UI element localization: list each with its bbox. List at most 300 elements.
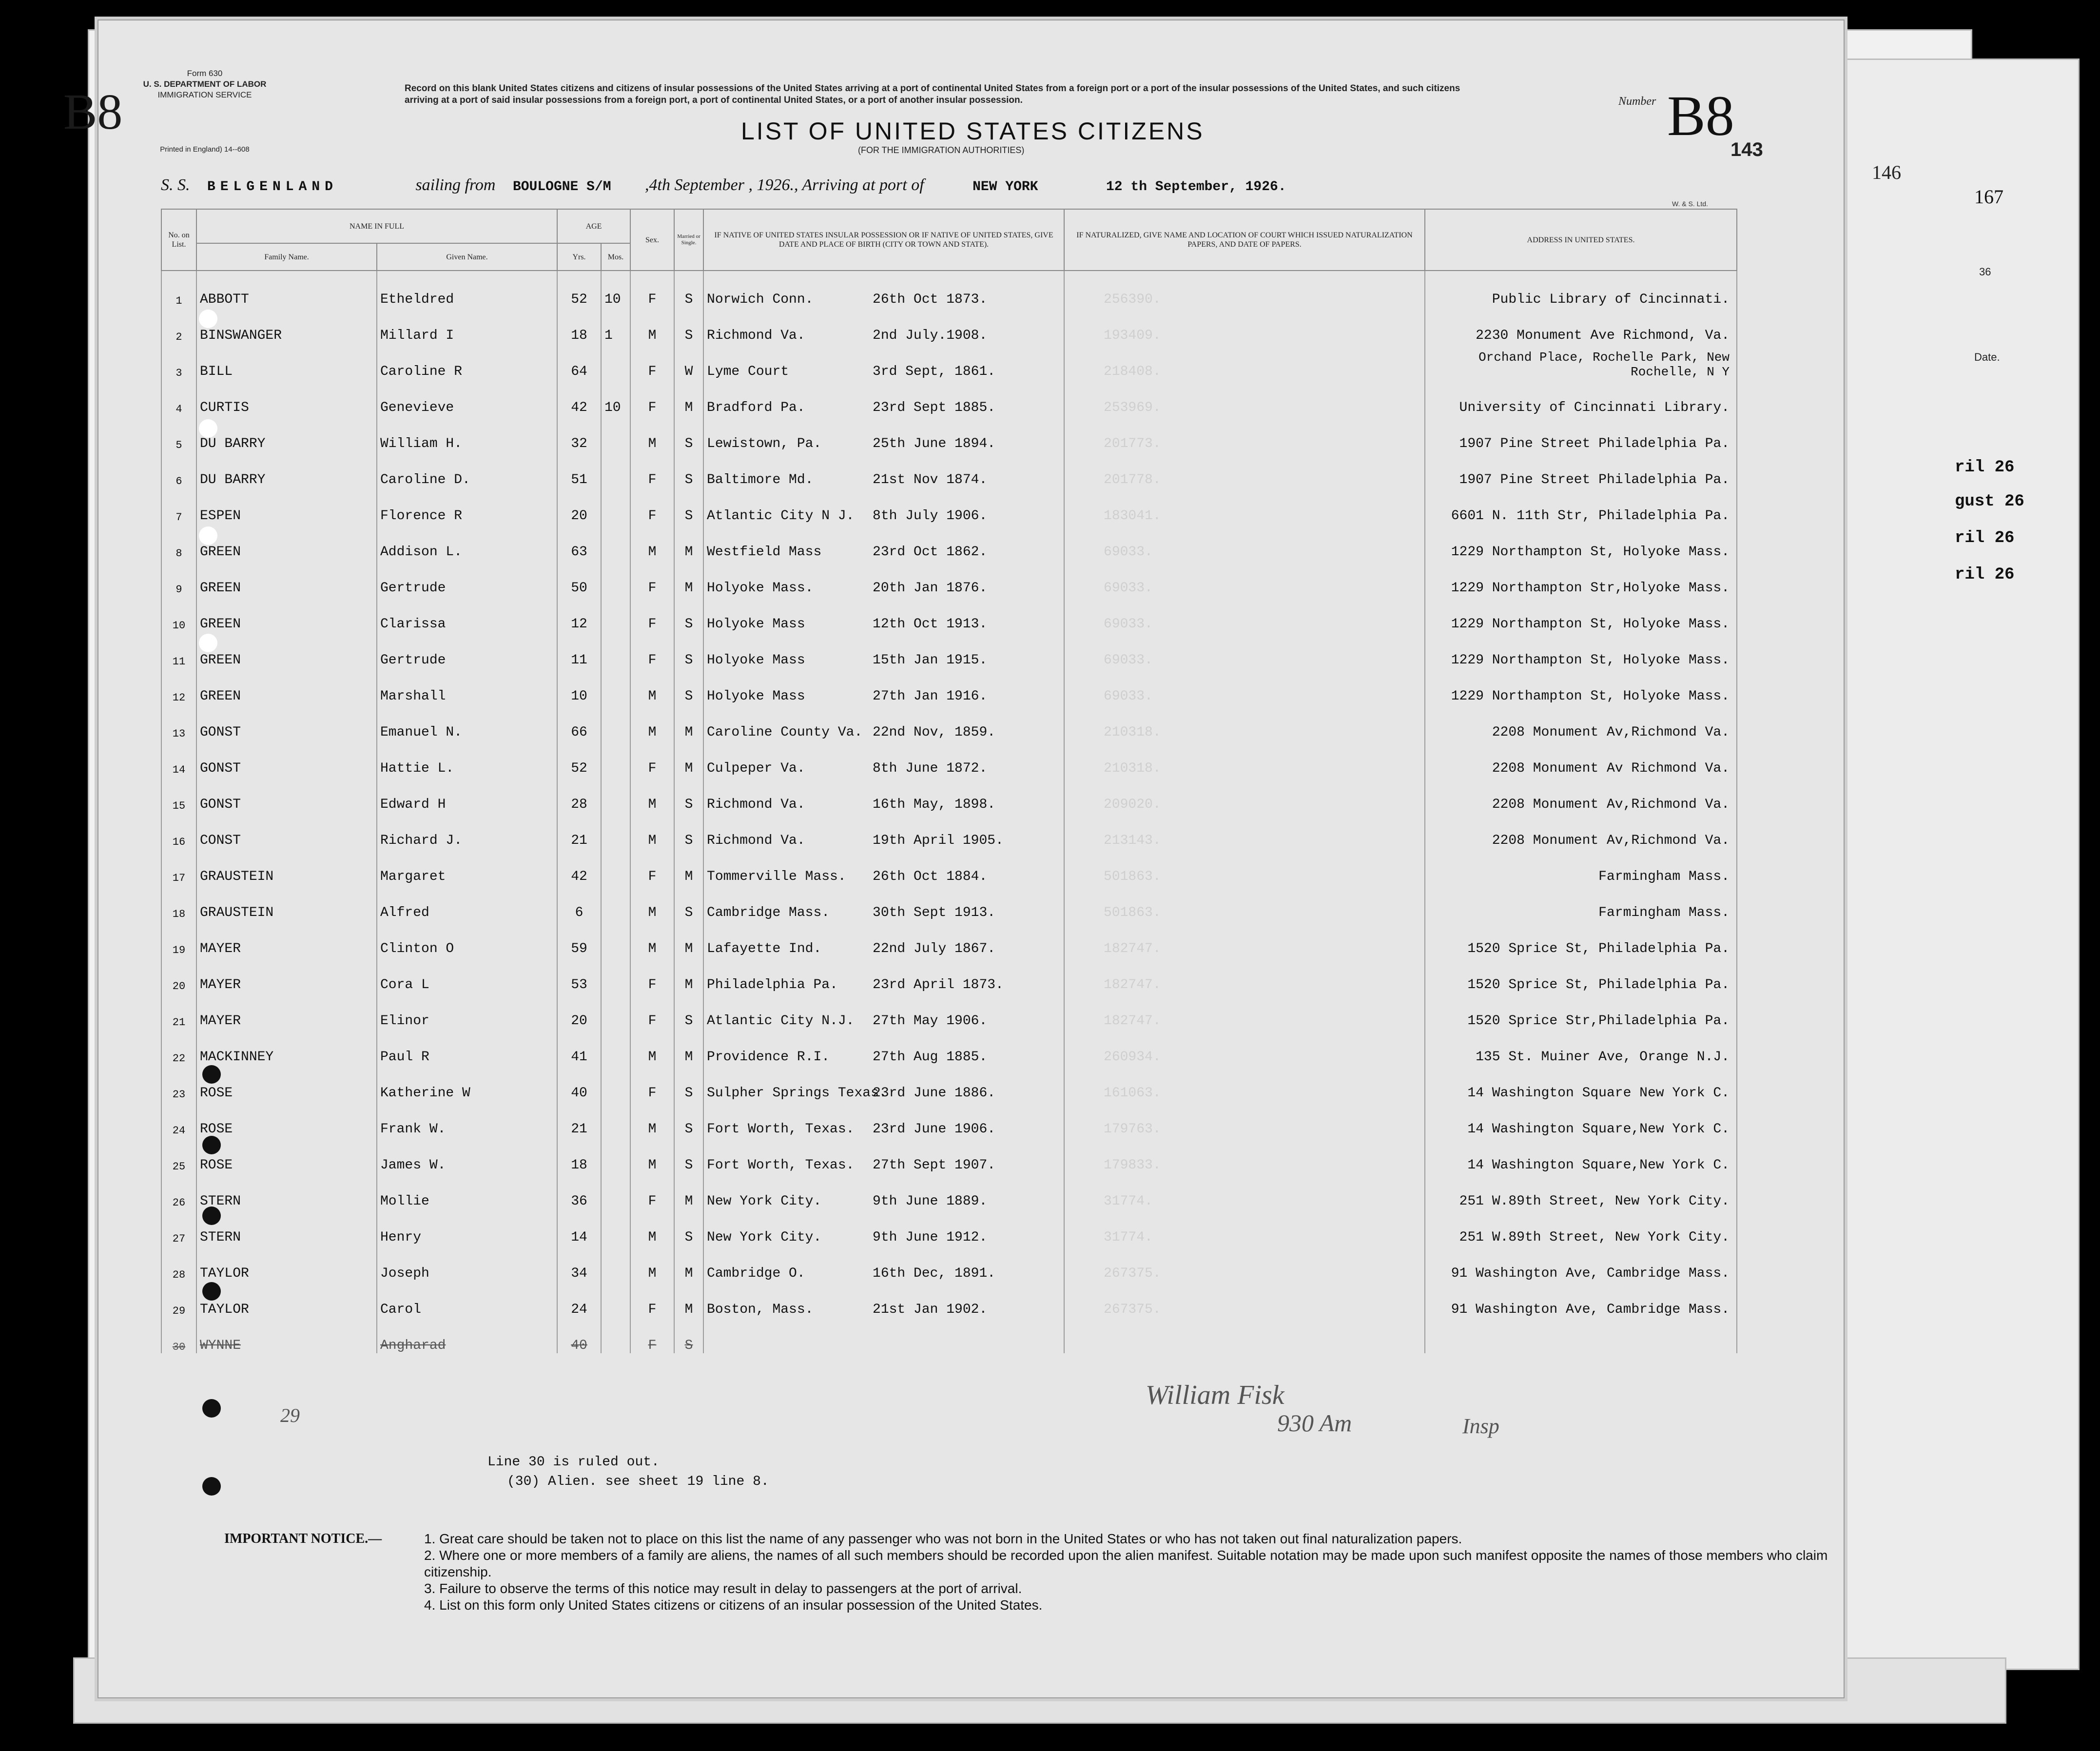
age-years: 52 [557,271,601,307]
family-name: MAYER [196,992,377,1029]
row-number: 26 [161,1173,196,1209]
given-name: James W. [377,1137,557,1173]
sex: M [630,415,674,451]
age-months [601,704,630,740]
sex: M [630,884,674,920]
birthplace: Richmond Va. [707,833,805,848]
row-number: 13 [161,704,196,740]
us-address: 1907 Pine Street Philadelphia Pa. [1425,451,1737,487]
birth-info [703,1209,1064,1245]
handwritten-reference: B8 [63,84,123,140]
note-line-30: Line 30 is ruled out. [487,1455,660,1470]
handwritten-page-mark: 29 [280,1404,300,1426]
side-entry: ril 26 [1955,458,2015,477]
birthplace: Westfield Mass [707,545,822,560]
row-number: 30 [161,1317,196,1353]
birth-info [703,956,1064,992]
marital-status: M [674,1281,703,1317]
age-months [601,848,630,884]
service-name: IMMIGRATION SERVICE [157,90,252,99]
row-number: 10 [161,596,196,632]
arrival-port: NEW YORK [972,179,1038,195]
naturalization-number: 501863. [1064,884,1425,920]
sex: F [630,343,674,379]
birthplace: Cambridge O. [707,1266,805,1281]
us-address: University of Cincinnati Library. [1425,379,1737,415]
birth-info [703,740,1064,776]
handwritten-insp: Insp [1462,1414,1499,1438]
birthplace: Fort Worth, Texas. [707,1122,855,1137]
naturalization-number: 161063. [1064,1065,1425,1101]
naturalization-number: 209020. [1064,776,1425,812]
marital-status: M [674,1245,703,1281]
sex: M [630,704,674,740]
family-name: BINSWANGER [196,307,377,343]
marital-status: S [674,487,703,524]
marital-status: S [674,884,703,920]
row-number: 15 [161,776,196,812]
birthplace: Atlantic City N J. [707,508,855,524]
family-name: ESPEN [196,487,377,524]
naturalization-number: 69033. [1064,596,1425,632]
age-years: 18 [557,307,601,343]
age-months [601,415,630,451]
birth-info [703,1281,1064,1317]
ss-label: S. S. [161,176,190,194]
birthdate: 27th Sept 1907. [873,1158,996,1173]
us-address: 1520 Sprice St, Philadelphia Pa. [1425,956,1737,992]
family-name: GREEN [196,632,377,668]
us-address: 135 St. Muiner Ave, Orange N.J. [1425,1029,1737,1065]
given-name: Elinor [377,992,557,1029]
sex: M [630,812,674,848]
age-years: 20 [557,992,601,1029]
marital-status: S [674,632,703,668]
sex: M [630,1137,674,1173]
birth-info [703,1029,1064,1065]
row-number: 19 [161,920,196,956]
printer-mark: W. & S. Ltd. [1672,200,1708,208]
us-address: 2208 Monument Av Richmond Va. [1425,740,1737,776]
age-months [601,1317,630,1353]
naturalization-number: 267375. [1064,1245,1425,1281]
passenger-row [161,1317,1737,1353]
birthdate: 25th June 1894. [873,436,996,451]
marital-status: S [674,415,703,451]
sex: F [630,740,674,776]
naturalization-number: 253969. [1064,379,1425,415]
age-years: 24 [557,1281,601,1317]
age-years: 28 [557,776,601,812]
us-address: 6601 N. 11th Str, Philadelphia Pa. [1425,487,1737,524]
us-address: 1229 Northampton St, Holyoke Mass. [1425,596,1737,632]
birthplace: New York City. [707,1194,822,1209]
marital-status: S [674,271,703,307]
marital-status: S [674,307,703,343]
birth-info [703,1101,1064,1137]
us-address: 1520 Sprice Str,Philadelphia Pa. [1425,992,1737,1029]
birthplace: Holyoke Mass. [707,581,814,596]
us-address: 14 Washington Square New York C. [1425,1065,1737,1101]
departure-port: BOULOGNE S/M [512,179,611,195]
age-months [601,992,630,1029]
us-address: 251 W.89th Street, New York City. [1425,1209,1737,1245]
given-name: Katherine W [377,1065,557,1101]
naturalization-number: 260934. [1064,1029,1425,1065]
age-years: 40 [557,1065,601,1101]
birthplace: Atlantic City N.J. [707,1013,855,1029]
passenger-row [161,848,1737,884]
family-name: GONST [196,740,377,776]
family-name: GRAUSTEIN [196,848,377,884]
col-header-family: Family Name. [196,243,377,271]
sex: F [630,596,674,632]
row-number: 27 [161,1209,196,1245]
marital-status: S [674,1209,703,1245]
us-address: 1520 Sprice St, Philadelphia Pa. [1425,920,1737,956]
birthdate: 30th Sept 1913. [873,905,996,920]
birth-info [703,307,1064,343]
given-name: Emanuel N. [377,704,557,740]
age-years: 66 [557,704,601,740]
family-name: GONST [196,704,377,740]
naturalization-number: 267375. [1064,1281,1425,1317]
row-number: 1 [161,271,196,307]
col-header-birth: IF NATIVE OF UNITED STATES INSULAR POSSESSION OR IF NATIVE OF UNITED STATES, GIVE DATE AND PLACE OF BIRTH (CITY OR TOWN AND STATE). [703,209,1064,271]
birthdate: 21st Jan 1902. [873,1302,988,1317]
birthdate: 3rd Sept, 1861. [873,364,996,379]
number-label: Number [1618,95,1656,108]
given-name: Hattie L. [377,740,557,776]
birth-info [703,632,1064,668]
birthdate: 12th Oct 1913. [873,617,988,632]
passenger-row [161,632,1737,668]
side-sheet-col-36: 36 [1979,266,1991,278]
side-entry: gust 26 [1955,492,2024,511]
family-name: TAYLOR [196,1245,377,1281]
passenger-row [161,1245,1737,1281]
form-number: Form 630 [187,69,223,78]
side-sheet-page-146: 146 [1872,161,1901,183]
age-years: 11 [557,632,601,668]
marital-status: S [674,1065,703,1101]
sex: M [630,1245,674,1281]
birthplace: Holyoke Mass [707,617,805,632]
us-address: 1229 Northampton St, Holyoke Mass. [1425,632,1737,668]
marital-status: S [674,1137,703,1173]
given-name: Addison L. [377,524,557,560]
passenger-row [161,487,1737,524]
given-name: Gertrude [377,632,557,668]
sheet-number: B8 [1667,84,1734,148]
age-months [601,776,630,812]
given-name: Millard I [377,307,557,343]
row-number: 14 [161,740,196,776]
family-name: GONST [196,776,377,812]
age-years: 14 [557,1209,601,1245]
given-name: Cora L [377,956,557,992]
birthplace: Boston, Mass. [707,1302,814,1317]
given-name: Gertrude [377,560,557,596]
naturalization-number: 193409. [1064,307,1425,343]
age-years: 53 [557,956,601,992]
family-name: CURTIS [196,379,377,415]
row-number: 9 [161,560,196,596]
us-address: 1229 Northampton St, Holyoke Mass. [1425,668,1737,704]
row-number: 8 [161,524,196,560]
birth-info [703,487,1064,524]
birthplace: Holyoke Mass [707,653,805,668]
marital-status: M [674,956,703,992]
sheet-subnumber: 143 [1731,139,1763,160]
naturalization-number: 201773. [1064,415,1425,451]
marital-status: S [674,992,703,1029]
us-address: Farmingham Mass. [1425,884,1737,920]
age-years: 10 [557,668,601,704]
notice-item: 4. List on this form only United States citizens or citizens of an insular possession of the United States. [424,1597,1043,1613]
birthdate: 16th May, 1898. [873,797,996,812]
age-years: 42 [557,379,601,415]
passenger-row [161,812,1737,848]
marital-status: M [674,524,703,560]
given-name: Alfred [377,884,557,920]
binder-hole [202,1399,221,1418]
family-name: GREEN [196,668,377,704]
naturalization-number: 31774. [1064,1209,1425,1245]
birth-info [703,704,1064,740]
age-months: 10 [601,271,630,307]
birth-info [703,1317,1064,1353]
sex: M [630,776,674,812]
given-name: Clinton O [377,920,557,956]
family-name: GREEN [196,596,377,632]
age-years: 34 [557,1245,601,1281]
given-name: Carol [377,1281,557,1317]
col-header-address: ADDRESS IN UNITED STATES. [1425,209,1737,271]
birth-info [703,343,1064,379]
naturalization-number: 201778. [1064,451,1425,487]
marital-status: M [674,1173,703,1209]
birthdate: 19th April 1905. [873,833,1004,848]
passenger-rows [161,271,1737,1353]
marital-status: M [674,379,703,415]
given-name: Etheldred [377,271,557,307]
marital-status: S [674,1101,703,1137]
family-name: CONST [196,812,377,848]
row-number: 6 [161,451,196,487]
given-name: Frank W. [377,1101,557,1137]
family-name: BILL [196,343,377,379]
row-number: 12 [161,668,196,704]
age-years: 12 [557,596,601,632]
given-name: Caroline R [377,343,557,379]
given-name: Joseph [377,1245,557,1281]
birthdate: 23rd June 1906. [873,1122,996,1137]
row-number: 25 [161,1137,196,1173]
age-months [601,1173,630,1209]
naturalization-number: 218408. [1064,343,1425,379]
ruled-out-notes [487,1453,769,1492]
birthplace: Tommerville Mass. [707,869,846,884]
birth-info [703,812,1064,848]
age-years: 18 [557,1137,601,1173]
us-address: Public Library of Cincinnati. [1425,271,1737,307]
age-months [601,956,630,992]
us-address: 91 Washington Ave, Cambridge Mass. [1425,1281,1737,1317]
age-years: 51 [557,451,601,487]
naturalization-number: 182747. [1064,956,1425,992]
birthdate: 27th Jan 1916. [873,689,988,704]
row-number: 23 [161,1065,196,1101]
family-name: DU BARRY [196,415,377,451]
us-address: 251 W.89th Street, New York City. [1425,1173,1737,1209]
birthdate: 15th Jan 1915. [873,653,988,668]
age-months [601,524,630,560]
passenger-row [161,704,1737,740]
handwritten-signature: William Fisk [1146,1380,1284,1410]
family-name: TAYLOR [196,1281,377,1317]
birthdate: 23rd Oct 1862. [873,545,988,560]
age-months [601,1101,630,1137]
us-address: 1229 Northampton St, Holyoke Mass. [1425,524,1737,560]
passenger-row [161,524,1737,560]
age-months [601,1281,630,1317]
birthplace: Lafayette Ind. [707,941,822,956]
birth-info [703,271,1064,307]
passenger-row [161,379,1737,415]
sex: M [630,668,674,704]
birth-info [703,776,1064,812]
row-number: 16 [161,812,196,848]
age-months [601,1029,630,1065]
birthplace: Cambridge Mass. [707,905,830,920]
row-number: 5 [161,415,196,451]
age-years: 21 [557,1101,601,1137]
given-name: Marshall [377,668,557,704]
naturalization-number: 179763. [1064,1101,1425,1137]
birth-info [703,451,1064,487]
naturalization-number: 182747. [1064,992,1425,1029]
given-name: Edward H [377,776,557,812]
birthdate: 16th Dec, 1891. [873,1266,996,1281]
marital-status: M [674,704,703,740]
birthplace: Bradford Pa. [707,400,805,415]
col-header-married: Married or Single. [674,209,703,271]
passenger-row [161,1029,1737,1065]
col-header-given: Given Name. [377,243,557,271]
age-months [601,740,630,776]
age-years: 36 [557,1173,601,1209]
birthplace: Holyoke Mass [707,689,805,704]
age-months [601,1245,630,1281]
birthdate: 9th June 1889. [873,1194,988,1209]
family-name: MACKINNEY [196,1029,377,1065]
age-years: 42 [557,848,601,884]
marital-status: S [674,596,703,632]
birthdate: 9th June 1912. [873,1230,988,1245]
age-months [601,451,630,487]
given-name: Richard J. [377,812,557,848]
passenger-row [161,1281,1737,1317]
age-months [601,1065,630,1101]
row-number: 17 [161,848,196,884]
birthplace: Sulpher Springs Texas. [707,1086,887,1101]
naturalization-number: 31774. [1064,1173,1425,1209]
passenger-row [161,776,1737,812]
birthdate: 20th Jan 1876. [873,581,988,596]
notice-list [424,1531,1833,1614]
row-number: 18 [161,884,196,920]
birthdate: 27th May 1906. [873,1013,988,1029]
age-years: 32 [557,415,601,451]
department-name: U. S. DEPARTMENT OF LABOR [143,79,267,89]
birthdate: 8th June 1872. [873,761,988,776]
naturalization-number: 501863. [1064,848,1425,884]
birth-info [703,524,1064,560]
age-years: 63 [557,524,601,560]
naturalization-number: 69033. [1064,560,1425,596]
family-name: ROSE [196,1065,377,1101]
sex: M [630,524,674,560]
marital-status: S [674,451,703,487]
row-number: 11 [161,632,196,668]
sex: M [630,1029,674,1065]
notice-item: 2. Where one or more members of a family are aliens, the names of all such members should be recorded upon the alien manifest. Suitable notation may be made upon such manifest opposite the names of those members who claim citizenship. [424,1548,1828,1579]
row-number: 7 [161,487,196,524]
birthdate: 2nd July.1908. [873,328,988,343]
row-number: 22 [161,1029,196,1065]
us-address: 1229 Northampton Str,Holyoke Mass. [1425,560,1737,596]
birthplace: Fort Worth, Texas. [707,1158,855,1173]
age-months [601,596,630,632]
row-number: 24 [161,1101,196,1137]
notice-item: 1. Great care should be taken not to place on this list the name of any passenger who was not born in the United States or who has not taken out final naturalization papers. [424,1531,1462,1546]
side-sheet-page-167: 167 [1974,186,2003,208]
birth-info [703,920,1064,956]
sex: F [630,487,674,524]
row-number: 4 [161,379,196,415]
birth-info [703,596,1064,632]
sailing-label: sailing from [415,176,496,194]
arrival-date: 12 th September, 1926. [1106,179,1286,195]
passenger-row [161,596,1737,632]
age-months [601,1209,630,1245]
row-number: 28 [161,1245,196,1281]
sex: F [630,1173,674,1209]
given-name: William H. [377,415,557,451]
birthplace: Philadelphia Pa. [707,977,838,992]
us-address: 91 Washington Ave, Cambridge Mass. [1425,1245,1737,1281]
birth-info [703,668,1064,704]
age-years: 20 [557,487,601,524]
passenger-row [161,992,1737,1029]
marital-status: M [674,1029,703,1065]
passenger-row [161,451,1737,487]
given-name: Margaret [377,848,557,884]
marital-status: S [674,812,703,848]
passenger-row [161,740,1737,776]
age-years: 6 [557,884,601,920]
given-name: Florence R [377,487,557,524]
age-months [601,487,630,524]
passenger-table [161,209,1737,1353]
side-sheet-date-label: Date. [1974,351,2000,363]
age-months [601,560,630,596]
sex: M [630,920,674,956]
marital-status: M [674,740,703,776]
sex: F [630,956,674,992]
given-name: Mollie [377,1173,557,1209]
